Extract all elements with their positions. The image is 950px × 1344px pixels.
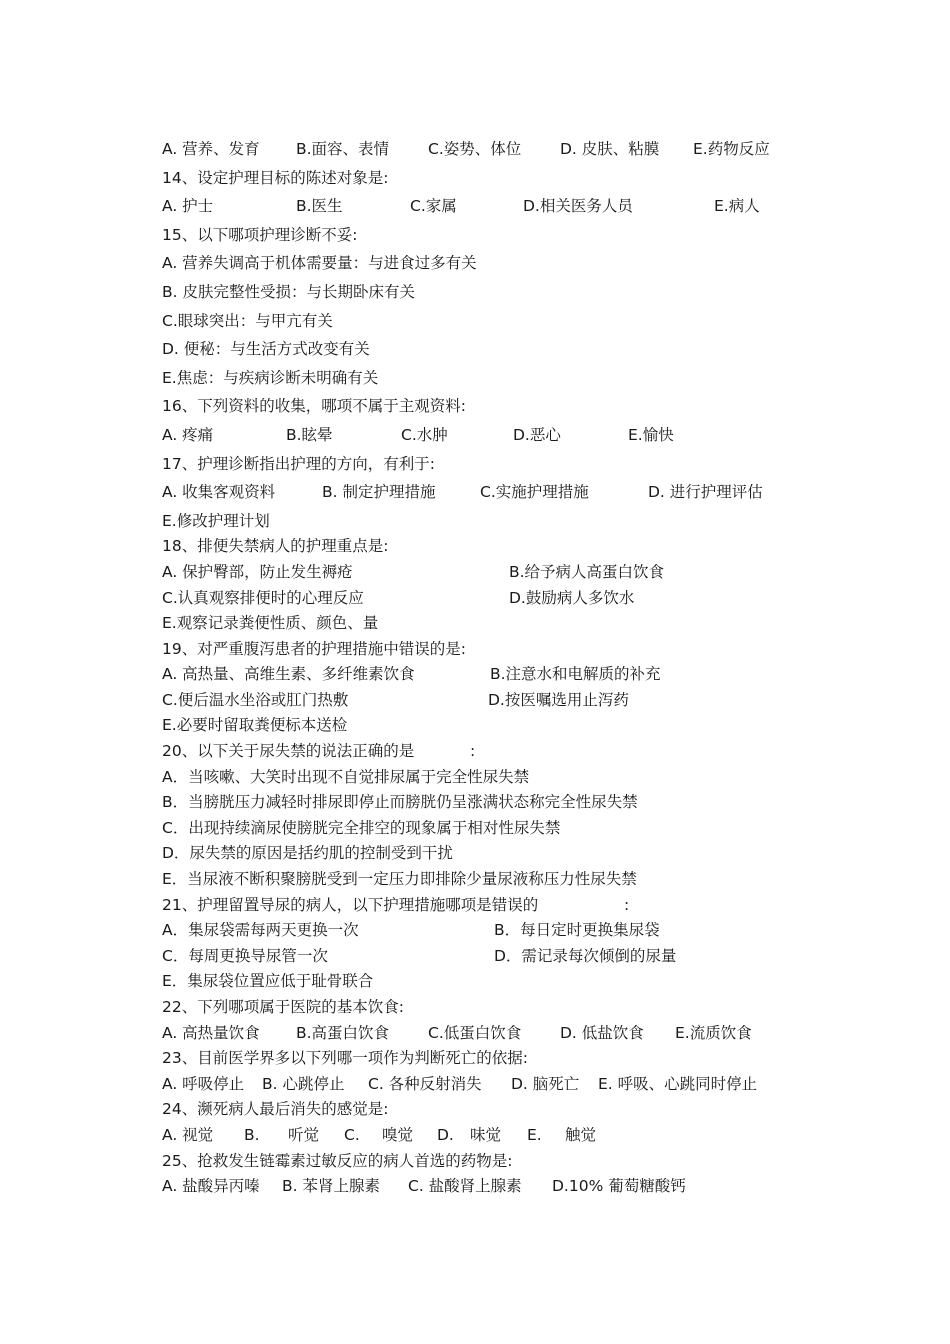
option-b: B．每日定时更换集尿袋 [494, 921, 660, 940]
question-text: 20、以下关于尿失禁的说法正确的是 [162, 742, 415, 761]
question-14 [162, 166, 802, 192]
options-row [162, 137, 802, 163]
options-row [162, 194, 802, 220]
question-text: 21、护理留置导尿的病人，以下护理措施哪项是错误的 [162, 895, 539, 914]
options-row [162, 1123, 802, 1149]
question-24 [162, 1097, 802, 1123]
option-a: A. 护士 [162, 197, 214, 216]
option-d: D.按医嘱选用止泻药 [488, 690, 629, 709]
question-17 [162, 452, 802, 478]
question-19 [162, 637, 802, 663]
question-text: 17、护理诊断指出护理的方向，有利于: [162, 454, 435, 473]
question-colon: : [470, 742, 476, 761]
option-line-a [162, 251, 802, 277]
option-line-e [162, 509, 802, 535]
option-text: C.眼球突出：与甲亢有关 [162, 311, 333, 330]
option-b: B. 心跳停止 [262, 1074, 345, 1093]
option-text: E.必要时留取粪便标本送检 [162, 716, 348, 735]
question-21 [162, 893, 802, 919]
option-d: D.鼓励病人多饮水 [509, 588, 635, 607]
option-d: D.恶心 [513, 425, 561, 444]
option-text: E．当尿液不断积聚膀胱受到一定压力即排除少量尿液称压力性尿失禁 [162, 870, 637, 889]
option-c: C.认真观察排便时的心理反应 [162, 588, 364, 607]
question-text: 22、下列哪项属于医院的基本饮食: [162, 998, 404, 1016]
options-row [162, 1174, 802, 1200]
option-d: D. 皮肤、粘膜 [560, 140, 660, 158]
option-line-e [162, 366, 802, 392]
option-text: E.焦虑：与疾病诊断未明确有关 [162, 368, 379, 387]
option-d: D. 脑死亡 [511, 1074, 580, 1093]
option-line-d [162, 337, 802, 363]
option-line-e [162, 969, 802, 995]
option-text: A. 营养失调高于机体需要量：与进食过多有关 [162, 254, 477, 273]
option-a: A．集尿袋需每两天更换一次 [162, 921, 359, 940]
option-text: D. 便秘：与生活方式改变有关 [162, 340, 370, 359]
options-row [162, 944, 802, 970]
option-b-text: 听觉 [288, 1125, 320, 1144]
options-row [162, 1021, 802, 1047]
option-a: A. 收集客观资料 [162, 483, 276, 502]
option-a: A. 视觉 [162, 1125, 214, 1144]
options-row [162, 1072, 802, 1098]
option-line-b [162, 790, 802, 816]
question-20 [162, 739, 802, 765]
option-e-letter: E. [527, 1125, 542, 1144]
option-e: E.愉快 [628, 425, 674, 444]
option-text: A．当咳嗽、大笑时出现不自觉排尿属于完全性尿失禁 [162, 767, 530, 786]
question-15 [162, 223, 802, 249]
option-d-text: 味觉 [470, 1125, 502, 1144]
question-25 [162, 1149, 802, 1175]
options-row [162, 480, 802, 506]
option-b: B.给予病人高蛋白饮食 [509, 562, 665, 581]
question-18 [162, 534, 802, 560]
option-e: E. 呼吸、心跳同时停止 [598, 1074, 758, 1093]
option-b: B. 苯肾上腺素 [282, 1177, 380, 1196]
option-e: E.病人 [714, 197, 760, 216]
option-text: E.修改护理计划 [162, 511, 270, 530]
question-16 [162, 394, 802, 420]
option-b: B.高蛋白饮食 [296, 1023, 390, 1042]
option-text: E.观察记录粪便性质、颜色、量 [162, 614, 379, 633]
question-colon: : [624, 895, 630, 914]
option-d: D．需记录每次倾倒的尿量 [494, 946, 677, 965]
option-line-c [162, 309, 802, 335]
option-b: B.眩晕 [286, 425, 333, 444]
option-b: B.注意水和电解质的补充 [490, 665, 661, 684]
question-22 [162, 995, 802, 1021]
option-b-letter: B. [244, 1125, 260, 1144]
option-line-e [162, 611, 802, 637]
option-a: A. 呼吸停止 [162, 1074, 245, 1093]
option-line-d [162, 841, 802, 867]
option-text: E．集尿袋位置应低于耻骨联合 [162, 972, 374, 991]
question-text: 25、抢救发生链霉素过敏反应的病人首选的药物是: [162, 1151, 513, 1170]
question-text: 24、濒死病人最后消失的感觉是: [162, 1100, 389, 1119]
option-text: C．出现持续滴尿使膀胱完全排空的现象属于相对性尿失禁 [162, 818, 561, 837]
options-row [162, 918, 802, 944]
options-row [162, 560, 802, 586]
option-c: C.家属 [410, 197, 457, 216]
option-c: C．每周更换导尿管一次 [162, 946, 328, 965]
option-line-c [162, 816, 802, 842]
option-d: D. 进行护理评估 [648, 483, 763, 502]
options-row [162, 688, 802, 714]
option-text: B．当膀胱压力减轻时排尿即停止而膀胱仍呈涨满状态称完全性尿失禁 [162, 793, 638, 812]
question-text: 19、对严重腹泻患者的护理措施中错误的是: [162, 639, 466, 658]
option-d: D.相关医务人员 [523, 197, 633, 216]
option-c: C. 盐酸肾上腺素 [408, 1177, 522, 1196]
option-c: C.水肿 [401, 425, 448, 444]
option-text: B. 皮肤完整性受损：与长期卧床有关 [162, 282, 415, 301]
exam-content [162, 137, 802, 1200]
option-c: C.便后温水坐浴或肛门热敷 [162, 690, 349, 709]
option-a: A. 营养、发育 [162, 140, 260, 158]
options-row [162, 423, 802, 449]
question-text: 23、目前医学界多以下列哪一项作为判断死亡的依据: [162, 1049, 528, 1068]
option-c: C.低蛋白饮食 [428, 1023, 522, 1042]
options-row [162, 586, 802, 612]
question-text: 16、下列资料的收集，哪项不属于主观资料: [162, 397, 466, 416]
option-b: B.医生 [296, 197, 343, 216]
option-a: A. 高热量饮食 [162, 1023, 260, 1042]
option-e: E.流质饮食 [675, 1023, 752, 1042]
option-c: C.实施护理措施 [480, 483, 589, 502]
option-line-e [162, 867, 802, 893]
option-d: D.10% 葡萄糖酸钙 [552, 1177, 686, 1196]
option-e: E.药物反应 [693, 140, 770, 158]
option-a: A. 盐酸异丙嗪 [162, 1177, 260, 1196]
option-a: A. 高热量、高维生素、多纤维素饮食 [162, 665, 415, 684]
option-d: D. 低盐饮食 [560, 1023, 644, 1042]
option-a: A. 疼痛 [162, 425, 214, 444]
option-c: C. 各种反射消失 [368, 1074, 482, 1093]
option-d-letter: D. [437, 1125, 454, 1144]
option-c-letter: C. [344, 1125, 360, 1144]
option-line-b [162, 280, 802, 306]
option-line-e [162, 713, 802, 739]
option-text: D．尿失禁的原因是括约肌的控制受到干扰 [162, 844, 453, 863]
question-text: 15、以下哪项护理诊断不妥: [162, 225, 358, 244]
option-a: A. 保护臀部，防止发生褥疮 [162, 562, 353, 581]
options-row [162, 662, 802, 688]
option-line-a [162, 765, 802, 791]
option-c: C.姿势、体位 [428, 140, 522, 158]
option-e-text: 触觉 [565, 1125, 597, 1144]
option-b: B.面容、表情 [296, 140, 390, 158]
question-text: 18、排便失禁病人的护理重点是: [162, 537, 389, 556]
option-b: B. 制定护理措施 [322, 483, 436, 502]
question-23 [162, 1046, 802, 1072]
question-text: 14、设定护理目标的陈述对象是: [162, 168, 389, 187]
option-c-text: 嗅觉 [382, 1125, 414, 1144]
